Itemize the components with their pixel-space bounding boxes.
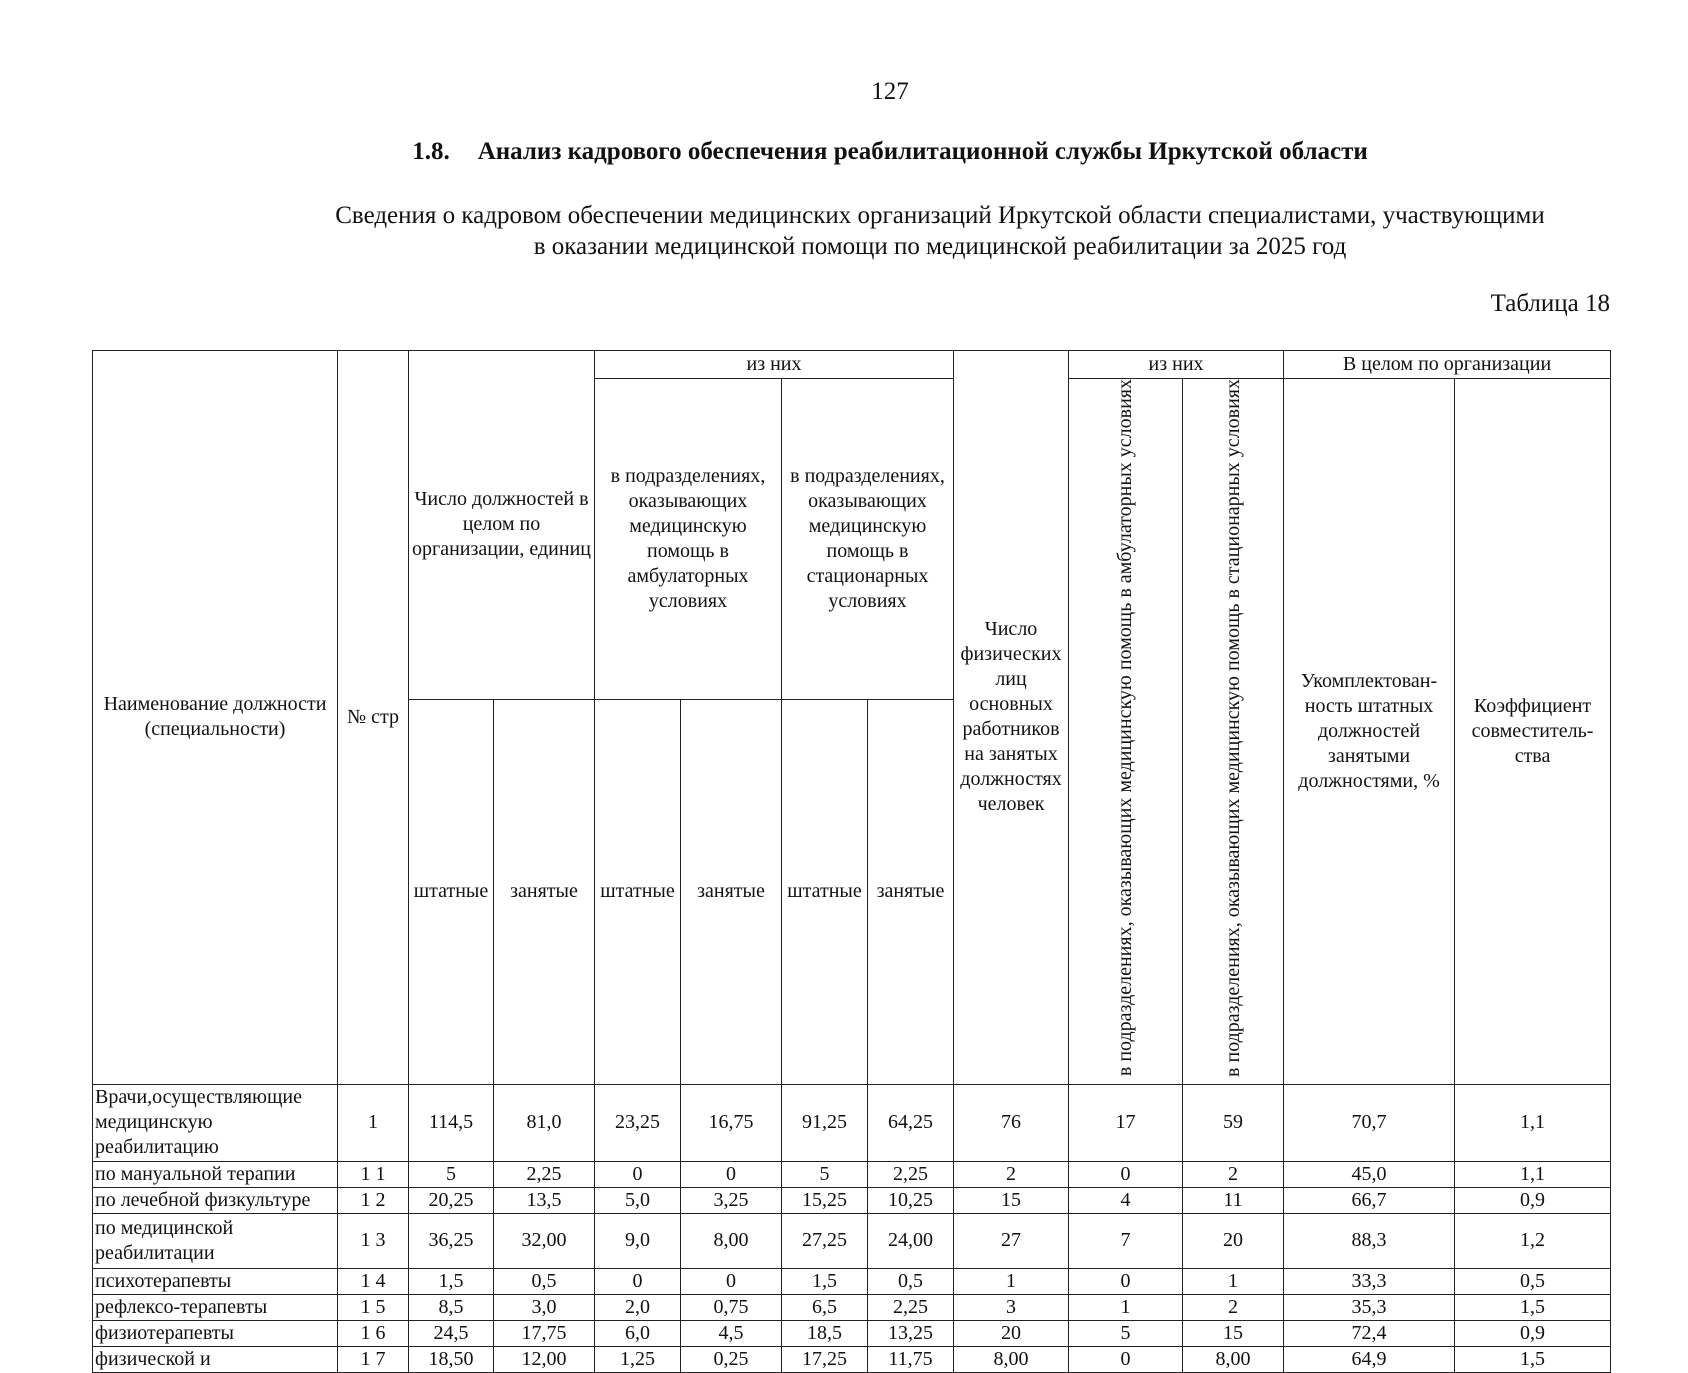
table-row bbox=[93, 1320, 1611, 1346]
cell-phys-amb: 17 bbox=[1069, 1084, 1183, 1161]
cell-name: рефлексо-терапевты bbox=[93, 1294, 338, 1320]
cell-phys: 2 bbox=[954, 1161, 1069, 1187]
cell-pos-occ: 81,0 bbox=[494, 1084, 595, 1161]
cell-staffing: 88,3 bbox=[1284, 1213, 1455, 1268]
cell-inp-occ: 13,25 bbox=[868, 1320, 954, 1346]
cell-amb-staff: 23,25 bbox=[595, 1084, 681, 1161]
cell-phys-amb: 4 bbox=[1069, 1187, 1183, 1213]
cell-inp-staff: 15,25 bbox=[782, 1187, 868, 1213]
cell-inp-occ: 2,25 bbox=[868, 1161, 954, 1187]
cell-amb-occ: 8,00 bbox=[681, 1213, 782, 1268]
cell-amb-occ: 0,25 bbox=[681, 1346, 782, 1372]
cell-phys-inp: 15 bbox=[1183, 1320, 1284, 1346]
cell-phys: 27 bbox=[954, 1213, 1069, 1268]
cell-phys-inp: 1 bbox=[1183, 1268, 1284, 1294]
table-row bbox=[93, 1187, 1611, 1213]
cell-pos-occ: 12,00 bbox=[494, 1346, 595, 1372]
cell-coef: 1,1 bbox=[1455, 1084, 1611, 1161]
header-inpatient: в подразделениях, оказывающих медицинскую помощь в стационарных условиях bbox=[782, 379, 954, 700]
cell-name: по лечебной физкультуре bbox=[93, 1187, 338, 1213]
caption-line-1: Сведения о кадровом обеспечении медицинских организаций Иркутской области специалистами, участвующими bbox=[335, 202, 1545, 229]
cell-amb-occ: 0 bbox=[681, 1268, 782, 1294]
header-org-total: В целом по организации bbox=[1284, 351, 1611, 379]
cell-phys: 1 bbox=[954, 1268, 1069, 1294]
staffing-table bbox=[92, 350, 1611, 1373]
cell-no: 1 3 bbox=[338, 1213, 409, 1268]
cell-name: Врачи,осуществляющие медицинскую реабилитацию bbox=[93, 1084, 338, 1161]
header-position-name: Наименование должности (специальности) bbox=[93, 351, 338, 1085]
cell-no: 1 7 bbox=[338, 1346, 409, 1372]
cell-inp-staff: 17,25 bbox=[782, 1346, 868, 1372]
cell-staffing: 66,7 bbox=[1284, 1187, 1455, 1213]
table-caption bbox=[200, 200, 1680, 262]
cell-amb-occ: 0,75 bbox=[681, 1294, 782, 1320]
header-phys-ambulatory bbox=[1069, 379, 1183, 1085]
header-staff: штатные bbox=[409, 699, 494, 1084]
cell-phys: 3 bbox=[954, 1294, 1069, 1320]
header-occupied: занятые bbox=[681, 699, 782, 1084]
cell-pos-staff: 20,25 bbox=[409, 1187, 494, 1213]
header-staff: штатные bbox=[595, 699, 681, 1084]
cell-amb-staff: 0 bbox=[595, 1161, 681, 1187]
cell-pos-occ: 2,25 bbox=[494, 1161, 595, 1187]
cell-pos-staff: 24,5 bbox=[409, 1320, 494, 1346]
header-phys-ambulatory-text: в подразделениях, оказывающих медицинскую помощь в амбулаторных условиях bbox=[1114, 379, 1137, 1077]
table-row bbox=[93, 1084, 1611, 1161]
page-number: 127 bbox=[871, 78, 909, 105]
cell-pos-staff: 8,5 bbox=[409, 1294, 494, 1320]
cell-coef: 1,2 bbox=[1455, 1213, 1611, 1268]
header-staffing: Укомплектован-ность штатных должностей занятыми должностями, % bbox=[1284, 379, 1455, 1085]
cell-phys: 20 bbox=[954, 1320, 1069, 1346]
cell-name: физической и bbox=[93, 1346, 338, 1372]
cell-coef: 0,9 bbox=[1455, 1187, 1611, 1213]
cell-inp-staff: 27,25 bbox=[782, 1213, 868, 1268]
cell-staffing: 70,7 bbox=[1284, 1084, 1455, 1161]
cell-pos-occ: 3,0 bbox=[494, 1294, 595, 1320]
table-row bbox=[93, 1213, 1611, 1268]
header-of-them-1: из них bbox=[595, 351, 954, 379]
cell-staffing: 72,4 bbox=[1284, 1320, 1455, 1346]
cell-phys-inp: 59 bbox=[1183, 1084, 1284, 1161]
cell-no: 1 5 bbox=[338, 1294, 409, 1320]
cell-inp-staff: 6,5 bbox=[782, 1294, 868, 1320]
cell-amb-staff: 2,0 bbox=[595, 1294, 681, 1320]
cell-amb-occ: 0 bbox=[681, 1161, 782, 1187]
cell-amb-staff: 1,25 bbox=[595, 1346, 681, 1372]
header-occupied: занятые bbox=[494, 699, 595, 1084]
cell-name: по медицинской реабилитации bbox=[93, 1213, 338, 1268]
cell-pos-occ: 13,5 bbox=[494, 1187, 595, 1213]
table-label: Таблица 18 bbox=[1490, 290, 1610, 317]
section-title-text: Анализ кадрового обеспечения реабилитационной службы Иркутской области bbox=[477, 138, 1368, 165]
header-occupied: занятые bbox=[868, 699, 954, 1084]
cell-inp-occ: 2,25 bbox=[868, 1294, 954, 1320]
header-physical-persons: Число физических лиц основных работников на занятых должностях человек bbox=[954, 351, 1069, 1085]
cell-phys-amb: 7 bbox=[1069, 1213, 1183, 1268]
cell-phys-amb: 0 bbox=[1069, 1346, 1183, 1372]
cell-amb-staff: 0 bbox=[595, 1268, 681, 1294]
cell-inp-occ: 24,00 bbox=[868, 1213, 954, 1268]
cell-no: 1 4 bbox=[338, 1268, 409, 1294]
cell-pos-occ: 17,75 bbox=[494, 1320, 595, 1346]
header-row-no: № стр bbox=[338, 351, 409, 1085]
header-staff: штатные bbox=[782, 699, 868, 1084]
table-row bbox=[93, 1294, 1611, 1320]
header-phys-inpatient-text: в подразделениях, оказывающих медицинскую помощь в стационарных условиях bbox=[1221, 379, 1244, 1077]
header-phys-inpatient bbox=[1183, 379, 1284, 1085]
table-row bbox=[93, 1346, 1611, 1372]
cell-inp-staff: 18,5 bbox=[782, 1320, 868, 1346]
cell-phys-inp: 2 bbox=[1183, 1294, 1284, 1320]
cell-staffing: 33,3 bbox=[1284, 1268, 1455, 1294]
cell-amb-occ: 16,75 bbox=[681, 1084, 782, 1161]
cell-staffing: 45,0 bbox=[1284, 1161, 1455, 1187]
cell-coef: 1,5 bbox=[1455, 1294, 1611, 1320]
section-number: 1.8. bbox=[412, 138, 450, 165]
cell-phys: 8,00 bbox=[954, 1346, 1069, 1372]
cell-phys: 76 bbox=[954, 1084, 1069, 1161]
cell-inp-occ: 10,25 bbox=[868, 1187, 954, 1213]
cell-phys-inp: 11 bbox=[1183, 1187, 1284, 1213]
cell-amb-occ: 4,5 bbox=[681, 1320, 782, 1346]
cell-pos-staff: 5 bbox=[409, 1161, 494, 1187]
cell-amb-staff: 9,0 bbox=[595, 1213, 681, 1268]
cell-coef: 0,9 bbox=[1455, 1320, 1611, 1346]
cell-amb-staff: 5,0 bbox=[595, 1187, 681, 1213]
table-row bbox=[93, 1161, 1611, 1187]
cell-phys-inp: 2 bbox=[1183, 1161, 1284, 1187]
cell-pos-staff: 1,5 bbox=[409, 1268, 494, 1294]
header-ambulatory: в подразделениях, оказывающих медицинскую помощь в амбулаторных условиях bbox=[595, 379, 782, 700]
cell-phys-amb: 0 bbox=[1069, 1268, 1183, 1294]
cell-pos-staff: 18,50 bbox=[409, 1346, 494, 1372]
cell-name: по мануальной терапии bbox=[93, 1161, 338, 1187]
cell-name: психотерапевты bbox=[93, 1268, 338, 1294]
caption-line-2: в оказании медицинской помощи по медицинской реабилитации за 2025 год bbox=[533, 233, 1347, 260]
header-coefficient: Коэффициент совместитель-ства bbox=[1455, 379, 1611, 1085]
cell-inp-staff: 91,25 bbox=[782, 1084, 868, 1161]
header-of-them-2: из них bbox=[1069, 351, 1284, 379]
cell-inp-occ: 0,5 bbox=[868, 1268, 954, 1294]
cell-pos-occ: 32,00 bbox=[494, 1213, 595, 1268]
cell-pos-occ: 0,5 bbox=[494, 1268, 595, 1294]
cell-pos-staff: 114,5 bbox=[409, 1084, 494, 1161]
cell-no: 1 1 bbox=[338, 1161, 409, 1187]
cell-coef: 1,5 bbox=[1455, 1346, 1611, 1372]
cell-amb-occ: 3,25 bbox=[681, 1187, 782, 1213]
cell-coef: 0,5 bbox=[1455, 1268, 1611, 1294]
cell-no: 1 bbox=[338, 1084, 409, 1161]
cell-phys-amb: 1 bbox=[1069, 1294, 1183, 1320]
cell-phys-inp: 20 bbox=[1183, 1213, 1284, 1268]
cell-staffing: 35,3 bbox=[1284, 1294, 1455, 1320]
cell-inp-occ: 64,25 bbox=[868, 1084, 954, 1161]
cell-no: 1 2 bbox=[338, 1187, 409, 1213]
cell-phys: 15 bbox=[954, 1187, 1069, 1213]
cell-no: 1 6 bbox=[338, 1320, 409, 1346]
section-title bbox=[0, 138, 1688, 166]
cell-phys-amb: 5 bbox=[1069, 1320, 1183, 1346]
cell-phys-inp: 8,00 bbox=[1183, 1346, 1284, 1372]
cell-amb-staff: 6,0 bbox=[595, 1320, 681, 1346]
cell-staffing: 64,9 bbox=[1284, 1346, 1455, 1372]
cell-phys-amb: 0 bbox=[1069, 1161, 1183, 1187]
cell-inp-staff: 1,5 bbox=[782, 1268, 868, 1294]
cell-inp-occ: 11,75 bbox=[868, 1346, 954, 1372]
cell-pos-staff: 36,25 bbox=[409, 1213, 494, 1268]
cell-coef: 1,1 bbox=[1455, 1161, 1611, 1187]
table-row bbox=[93, 1268, 1611, 1294]
header-positions-total: Число должностей в целом по организации, единиц bbox=[409, 351, 595, 700]
cell-inp-staff: 5 bbox=[782, 1161, 868, 1187]
cell-name: физиотерапевты bbox=[93, 1320, 338, 1346]
